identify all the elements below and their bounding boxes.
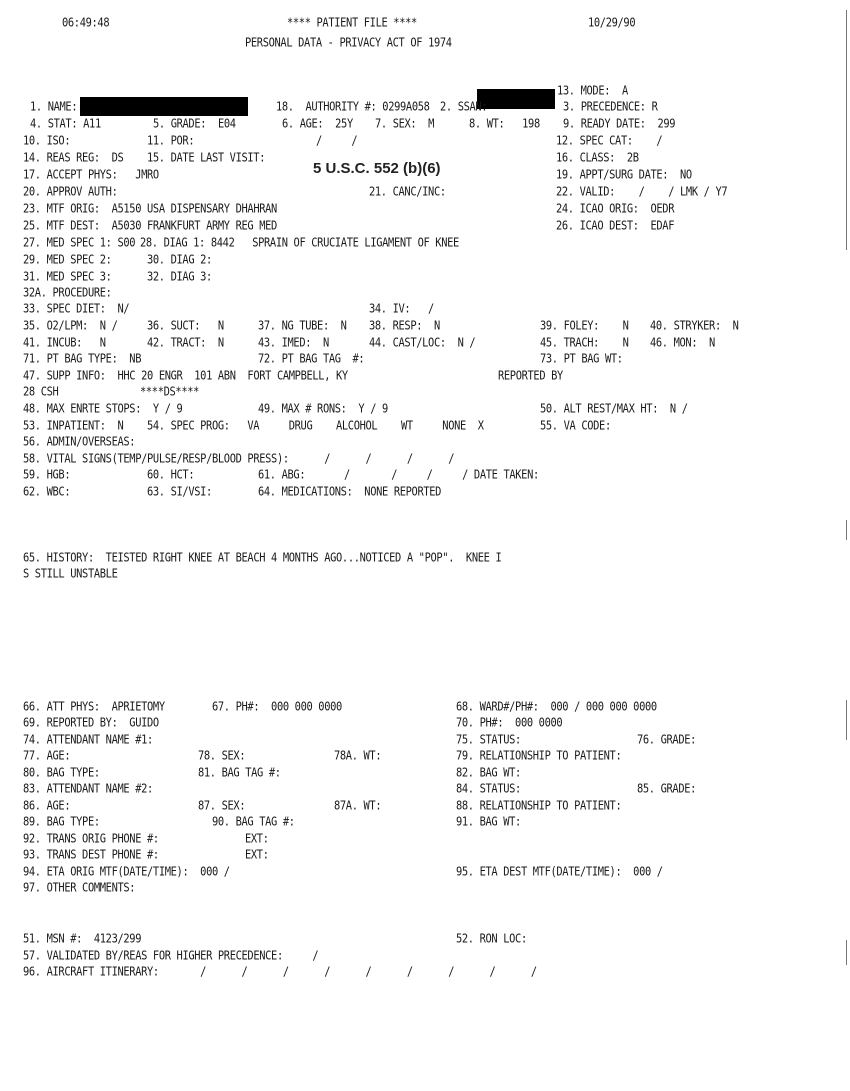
scan-edge-mark xyxy=(846,520,847,540)
field-icao-dest: 26. ICAO DEST: EDAF xyxy=(556,219,675,234)
field-valid: 22. VALID: / / LMK / Y7 xyxy=(556,185,728,200)
field-grade-85: 85. GRADE: xyxy=(637,782,697,797)
field-status-84: 84. STATUS: xyxy=(456,782,521,797)
field-mtf-orig: 23. MTF ORIG: A5150 USA DISPENSARY DHAHRAN xyxy=(23,202,277,217)
field-ext-1: EXT: xyxy=(245,832,269,847)
report-subtitle: PERSONAL DATA - PRIVACY ACT OF 1974 xyxy=(245,36,452,51)
field-bag-type-89: 89. BAG TYPE: xyxy=(23,815,100,830)
field-imed: 43. IMED: N xyxy=(258,336,329,351)
field-o2-lpm: 35. O2/LPM: N / xyxy=(23,319,118,334)
field-ready-date: 9. READY DATE: 299 xyxy=(563,117,676,132)
field-admin-overseas: 56. ADMIN/OVERSEAS: xyxy=(23,435,136,450)
field-reported-by-label: REPORTED BY xyxy=(498,369,563,384)
field-age-77: 77. AGE: xyxy=(23,749,71,764)
field-med-spec-1: 27. MED SPEC 1: S00 xyxy=(23,236,136,251)
field-grade: 5. GRADE: E04 xyxy=(153,117,236,132)
name-redaction xyxy=(80,97,248,116)
field-abg-value: / / / / DATE TAKEN: xyxy=(344,468,539,483)
field-por: 11. POR: xyxy=(147,134,195,149)
field-med-spec-2: 29. MED SPEC 2: xyxy=(23,253,112,268)
field-tract: 42. TRACT: N xyxy=(147,336,224,351)
field-accept-phys: 17. ACCEPT PHYS: JMRO xyxy=(23,168,159,183)
field-iv: 34. IV: / xyxy=(369,302,434,317)
field-supp-info: 47. SUPP INFO: HHC 20 ENGR 101 ABN FORT CAMPBELL, KY xyxy=(23,369,348,384)
field-approv-auth: 20. APPROV AUTH: xyxy=(23,185,118,200)
field-authority: 18. AUTHORITY #: 0299A058 xyxy=(276,100,430,115)
field-ng-tube: 37. NG TUBE: N xyxy=(258,319,347,334)
field-grade-76: 76. GRADE: xyxy=(637,733,697,748)
field-bag-wt-91: 91. BAG WT: xyxy=(456,815,521,830)
field-wt-78a: 78A. WT: xyxy=(334,749,382,764)
field-por-value: / / xyxy=(316,134,358,149)
field-ron-loc: 52. RON LOC: xyxy=(456,932,527,947)
field-bag-tag-81: 81. BAG TAG #: xyxy=(198,766,281,781)
field-diag-3: 32. DIAG 3: xyxy=(147,270,212,285)
field-attendant-2: 83. ATTENDANT NAME #2: xyxy=(23,782,153,797)
field-trans-dest-phone: 93. TRANS DEST PHONE #: xyxy=(23,848,159,863)
field-validated-by: 57. VALIDATED BY/REAS FOR HIGHER PRECEDENCE: / xyxy=(23,949,319,964)
field-name: 1. NAME: xyxy=(30,100,78,115)
field-pt-bag-tag: 72. PT BAG TAG #: xyxy=(258,352,365,367)
field-reported-by: 69. REPORTED BY: GUIDO xyxy=(23,716,159,731)
field-supp-info-2: 28 CSH xyxy=(23,385,59,400)
field-msn: 51. MSN #: 4123/299 xyxy=(23,932,142,947)
field-va-code: 55. VA CODE: xyxy=(540,419,611,434)
field-bag-wt-82: 82. BAG WT: xyxy=(456,766,521,781)
field-relationship-79: 79. RELATIONSHIP TO PATIENT: xyxy=(456,749,622,764)
field-foley: 39. FOLEY: N xyxy=(540,319,629,334)
field-sex-78: 78. SEX: xyxy=(198,749,246,764)
field-relationship-88: 88. RELATIONSHIP TO PATIENT: xyxy=(456,799,622,814)
field-pt-bag-wt: 73. PT BAG WT: xyxy=(540,352,623,367)
report-date: 10/29/90 xyxy=(588,16,636,31)
field-medications: 64. MEDICATIONS: NONE REPORTED xyxy=(258,485,442,500)
field-sex: 7. SEX: M xyxy=(375,117,435,132)
field-ext-2: EXT: xyxy=(245,848,269,863)
field-status-75: 75. STATUS: xyxy=(456,733,521,748)
scan-edge-mark xyxy=(846,940,847,965)
field-hgb: 59. HGB: xyxy=(23,468,71,483)
field-eta-orig: 94. ETA ORIG MTF(DATE/TIME): 000 / xyxy=(23,865,230,880)
field-spec-prog: 54. SPEC PROG: VA DRUG ALCOHOL WT NONE X xyxy=(147,419,484,434)
field-procedure: 32A. PROCEDURE: xyxy=(23,286,112,301)
ssan-redaction xyxy=(477,89,555,109)
field-attendant-1: 74. ATTENDANT NAME #1: xyxy=(23,733,153,748)
field-wt-87a: 87A. WT: xyxy=(334,799,382,814)
field-age-86: 86. AGE: xyxy=(23,799,71,814)
field-incub: 41. INCUB: N xyxy=(23,336,106,351)
field-diag-2: 30. DIAG 2: xyxy=(147,253,212,268)
field-mode: 13. MODE: A xyxy=(557,84,628,99)
field-pt-bag-type: 71. PT BAG TYPE: NB xyxy=(23,352,142,367)
redaction-exemption-label: 5 U.S.C. 552 (b)(6) xyxy=(313,160,441,177)
field-ph-70: 70. PH#: 000 0000 xyxy=(456,716,563,731)
field-appt-surg-date: 19. APPT/SURG DATE: NO xyxy=(556,168,692,183)
field-eta-dest: 95. ETA DEST MTF(DATE/TIME): 000 / xyxy=(456,865,663,880)
field-date-last-visit: 15. DATE LAST VISIT: xyxy=(147,151,266,166)
field-mon: 46. MON: N xyxy=(650,336,715,351)
field-ph-67: 67. PH#: 000 000 0000 xyxy=(212,700,342,715)
field-diag-1: 28. DIAG 1: 8442 SPRAIN OF CRUCIATE LIGAMENT OF KNEE xyxy=(140,236,459,251)
field-max-rons: 49. MAX # RONS: Y / 9 xyxy=(258,402,388,417)
field-supp-info-2b: ****DS**** xyxy=(140,385,200,400)
field-mtf-dest: 25. MTF DEST: A5030 FRANKFURT ARMY REG MED xyxy=(23,219,277,234)
scan-edge-mark xyxy=(846,700,847,740)
field-spec-cat: 12. SPEC CAT: / xyxy=(556,134,663,149)
field-wbc: 62. WBC: xyxy=(23,485,71,500)
field-att-phys: 66. ATT PHYS: APRIETOMY xyxy=(23,700,165,715)
field-sex-87: 87. SEX: xyxy=(198,799,246,814)
report-title: **** PATIENT FILE **** xyxy=(287,16,417,31)
field-stryker: 40. STRYKER: N xyxy=(650,319,739,334)
field-reas-reg: 14. REAS REG: DS xyxy=(23,151,124,166)
field-history-line-1: 65. HISTORY: TEISTED RIGHT KNEE AT BEACH 4 MONTHS AGO...NOTICED A "POP". KNEE I xyxy=(23,551,502,566)
field-max-enrte-stops: 48. MAX ENRTE STOPS: Y / 9 xyxy=(23,402,183,417)
field-age: 6. AGE: 25Y xyxy=(282,117,353,132)
field-canc-inc: 21. CANC/INC: xyxy=(369,185,446,200)
field-stat: 4. STAT: A11 xyxy=(30,117,101,132)
field-med-spec-3: 31. MED SPEC 3: xyxy=(23,270,112,285)
field-ssan: 2. SSAN: xyxy=(440,100,488,115)
field-cast-loc: 44. CAST/LOC: N / xyxy=(369,336,476,351)
field-bag-type-80: 80. BAG TYPE: xyxy=(23,766,100,781)
field-iso: 10. ISO: xyxy=(23,134,71,149)
field-ward-ph: 68. WARD#/PH#: 000 / 000 000 0000 xyxy=(456,700,657,715)
field-hct: 60. HCT: xyxy=(147,468,195,483)
report-time: 06:49:48 xyxy=(62,16,110,31)
field-suct: 36. SUCT: N xyxy=(147,319,224,334)
field-wt: 8. WT: 198 xyxy=(469,117,540,132)
field-trans-orig-phone: 92. TRANS ORIG PHONE #: xyxy=(23,832,159,847)
field-other-comments: 97. OTHER COMMENTS: xyxy=(23,881,136,896)
field-alt-rest: 50. ALT REST/MAX HT: N / xyxy=(540,402,688,417)
field-vital-signs: 58. VITAL SIGNS(TEMP/PULSE/RESP/BLOOD PRESS): / / / / xyxy=(23,452,455,467)
field-abg: 61. ABG: xyxy=(258,468,306,483)
field-bag-tag-90: 90. BAG TAG #: xyxy=(212,815,295,830)
field-class: 16. CLASS: 2B xyxy=(556,151,639,166)
field-trach: 45. TRACH: N xyxy=(540,336,629,351)
field-aircraft-itinerary: 96. AIRCRAFT ITINERARY: / / / / / / / / / xyxy=(23,965,537,980)
field-inpatient: 53. INPATIENT: N xyxy=(23,419,124,434)
field-spec-diet: 33. SPEC DIET: N/ xyxy=(23,302,130,317)
field-precedence: 3. PRECEDENCE: R xyxy=(563,100,658,115)
field-si-vsi: 63. SI/VSI: xyxy=(147,485,212,500)
field-resp: 38. RESP: N xyxy=(369,319,440,334)
field-icao-orig: 24. ICAO ORIG: OEDR xyxy=(556,202,675,217)
field-history-line-2: S STILL UNSTABLE xyxy=(23,567,118,582)
scan-edge-line xyxy=(846,10,847,250)
